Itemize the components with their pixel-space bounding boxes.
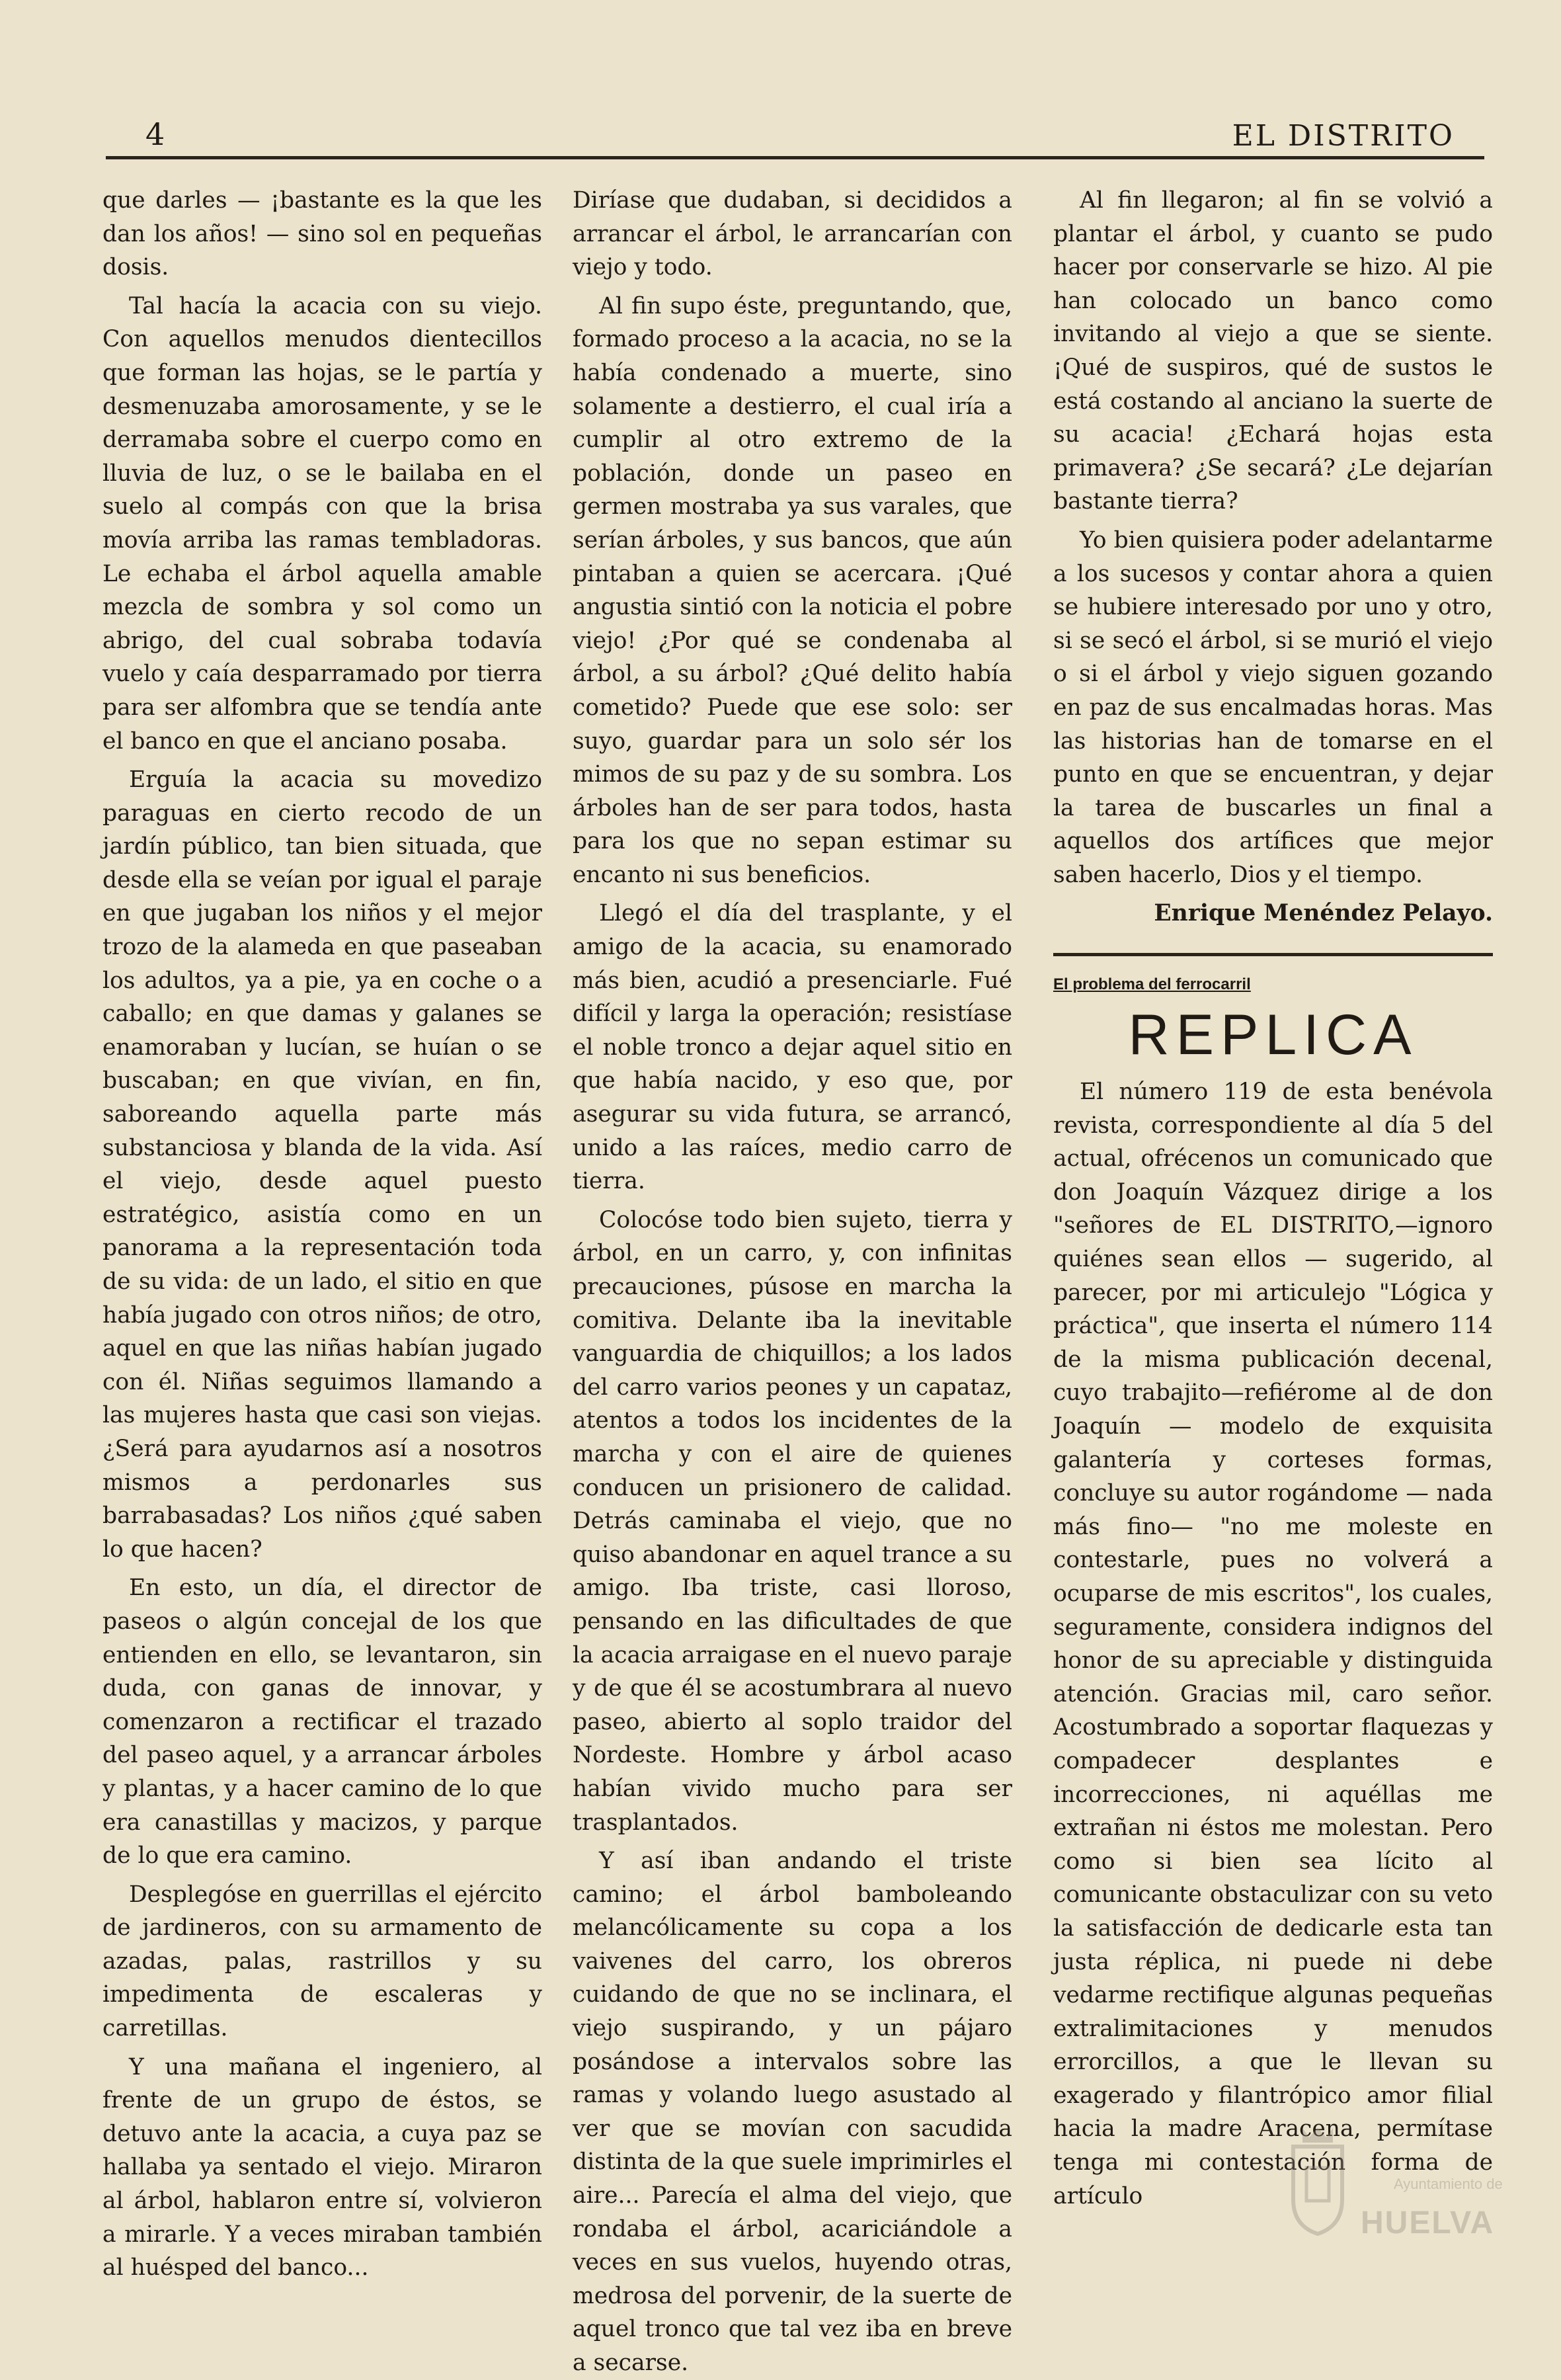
paragraph: Diríase que dudaban, si decididos a arrancar el árbol, le arrancarían con viejo y todo. — [573, 187, 1012, 281]
column-3 — [1053, 184, 1493, 2213]
column-2 — [573, 184, 1012, 2380]
city-crest-icon — [1288, 2128, 1347, 2237]
paragraph: Y una mañana el ingeniero, al frente de un grupo de éstos, se detuvo ante la acacia, a cuya paz se hallaba ya sentado el viejo. Miraron al árbol, hablaron entre sí, volvieron a mirarle. Y a veces miraban también al huésped del banco... — [102, 2053, 542, 2281]
paragraph: Al fin llegaron; al fin se volvió a plantar el árbol, y cuanto se pudo hacer por conservarle se hizo. Al pie han colocado un banco como invitando al viejo a que se siente. ¡Qué de suspiros, qué de sustos le está costando al anciano la suerte de su acacia! ¿Echará hojas esta primavera? ¿Se secará? ¿Le dejarían bastante tierra? — [1053, 187, 1493, 515]
column-1 — [102, 184, 542, 2285]
paragraph: Erguía la acacia su movedizo paraguas en cierto recodo de un jardín público, tan bien situada, que desde ella se veían por igual el paraje en que jugaban los niños y el mejor trozo de la alameda en que paseaban los adultos, ya a pie, ya en coche o a caballo; en que damas y galanes se enamoraban y lucían, se huían o se buscaban; en que vivían, en fin, saboreando aquella parte más substanciosa y blanda de la vida. Así el viejo, desde aquel puesto estratégico, asistía como en un panorama a la representación toda de su vida: de un lado, el sitio en que había jugado con otros niños; de otro, aquel en que las niñas habían jugado con él. Niñas seguimos llamando a las mujeres hasta que casi son viejas. ¿Será para ayudarnos así a nosotros mismos a perdonarles sus barrabasadas? Los niños ¿qué saben lo que hacen? — [102, 766, 542, 1563]
paragraph: Tal hacía la acacia con su viejo. Con aquellos menudos dientecillos que forman las hojas, se le partía y desmenuzaba amorosamente, y se le derramaba sobre el cuerpo como en lluvia de luz, o se le bailaba en el suelo al compás con que la brisa movía arriba las ramas tembladoras. Le echaba el árbol aquella amable mezcla de sombra y sol como un abrigo, del cual sobraba todavía vuelo y caía desparramado por tierra para ser alfombra que se tendía ante el banco en que el anciano posaba. — [102, 292, 542, 755]
section-divider — [1053, 953, 1493, 956]
publication-name: EL DISTRITO — [1232, 119, 1455, 153]
article-headline: REPLICA — [1128, 1003, 1418, 1067]
author-signature: Enrique Menéndez Pelayo. — [1154, 900, 1493, 927]
watermark-institution: Ayuntamiento de — [1394, 2176, 1503, 2192]
archive-watermark — [1288, 2128, 1526, 2240]
paragraph: Yo bien quisiera poder adelantarme a los sucesos y contar ahora a quien se hubiere interesado por uno y otro, si se secó el árbol, si se murió el viejo o si el árbol y viejo siguen gozando en paz de sus encalmadas horas. Mas las historias han de tomarse en el punto en que se encuentran, y dejar la tarea de buscarles un final a aquellos dos artífices que mejor saben hacerlo, Dios y el tiempo. — [1053, 526, 1493, 888]
watermark-city: HUELVA — [1361, 2205, 1495, 2240]
header-rule — [106, 156, 1484, 159]
page-header — [106, 116, 1455, 160]
paragraph: En esto, un día, el director de paseos o algún concejal de los que entienden en ello, se levantaron, sin duda, con ganas de innovar, y comenzaron a rectificar el trazado del paseo aquel, y a arrancar árboles y plantas, y a hacer camino de lo que era canastillas y macizos, y parque de lo que era camino. — [102, 1575, 542, 1869]
paragraph: Al fin supo éste, preguntando, que, formado proceso a la acacia, no se la había condenado a muerte, sino solamente a destierro, el cual iría a cumplir al otro extremo de la población, donde un paseo en germen mostraba ya sus varales, que serían árboles, y sus bancos, que aún pintaban a quien se acercara. ¡Qué angustia sintió con la noticia el pobre viejo! ¿Por qué se condenaba al árbol, a su árbol? ¿Qué delito había cometido? Puede que ese solo: ser suyo, guardar para un solo sér los mimos de su paz y de su sombra. Los árboles han de ser para todos, hasta para los que no sepan estimar su encanto ni sus beneficios. — [573, 292, 1012, 888]
paragraph: Y así iban andando el triste camino; el árbol bamboleando melancólicamente su copa a los vaivenes del carro, los obreros cuidando de que no se inclinara, el viejo suspirando, y un pájaro posándose a intervalos sobre las ramas y volando luego asustado al ver que se movían con sacudida distinta de la que suele imprimirles el aire... Parecía el alma del viejo, que rondaba el árbol, acariciándole a veces en sus vuelos, huyendo otras, medrosa del porvenir, de la suerte de aquel tronco que tal vez iba en breve a secarse. — [573, 1848, 1012, 2376]
paragraph: que darles — ¡bastante es la que les dan los años! — sino sol en pequeñas dosis. — [102, 187, 542, 281]
paragraph: Llegó el día del trasplante, y el amigo de la acacia, su enamorado más bien, acudió a presenciarle. Fué difícil y larga la operación; resistíase el noble tronco a dejar aquel sitio en que había nacido, y eso que, por asegurar su vida futura, se arrancó, unido a las raíces, medio carro de tierra. — [573, 900, 1012, 1195]
paragraph: El número 119 de esta benévola revista, correspondiente al día 5 del actual, ofrécenos un comunicado que don Joaquín Vázquez dirige a los "señores de EL DISTRITO,—ignoro quiénes sean ellos — sugerido, al parecer, por mi articulejo "Lógica y práctica", que inserta el número 114 de la misma publicación decenal, cuyo trabajito—refiérome al de don Joaquín — modelo de exquisita galantería y corteses formas, concluye su autor rogándome — nada más fino— "no me moleste en contestarle, pues no volverá a ocuparse de mis escritos", los cuales, seguramente, considera indignos del honor de su apreciable y distinguida atención. Gracias mil, caro señor. Acostumbrado a soportar flaquezas y compadecer desplantes e incorrecciones, ni aquéllas me extrañan ni éstos me molestan. Pero como si bien sea lícito al comunicante obstaculizar con su veto la satisfacción de dedicarle esta tan justa réplica, ni puede ni debe vedarme rectifique algunas pequeñas extralimitaciones y menudos errorcillos, a que le llevan su exagerado y filantrópico amor filial hacia la madre Aracena, permítase tenga mi contestación forma de artículo — [1053, 1079, 1493, 2209]
page-number: 4 — [145, 116, 165, 152]
paragraph: Desplegóse en guerrillas el ejército de jardineros, con su armamento de azadas, palas, rastrillos y su impedimenta de escaleras y carretillas. — [102, 1881, 542, 2042]
section-kicker: El problema del ferrocarril — [1053, 975, 1251, 994]
paragraph: Colocóse todo bien sujeto, tierra y árbol, en un carro, y, con infinitas precauciones, púsose en marcha la comitiva. Delante iba la inevitable vanguardia de chiquillos; a los lados del carro varios peones y un capataz, atentos a todos los incidentes de la marcha y con el aire de quienes conducen un prisionero de calidad. Detrás caminaba el viejo, que no quiso abandonar en aquel trance a su amigo. Iba triste, casi lloroso, pensando en las dificultades de que la acacia arraigase en el nuevo paraje y de que él se acostumbrara al nuevo paseo, abierto al soplo traidor del Nordeste. Hombre y árbol acaso habían vivido mucho para ser trasplantados. — [573, 1206, 1012, 1836]
